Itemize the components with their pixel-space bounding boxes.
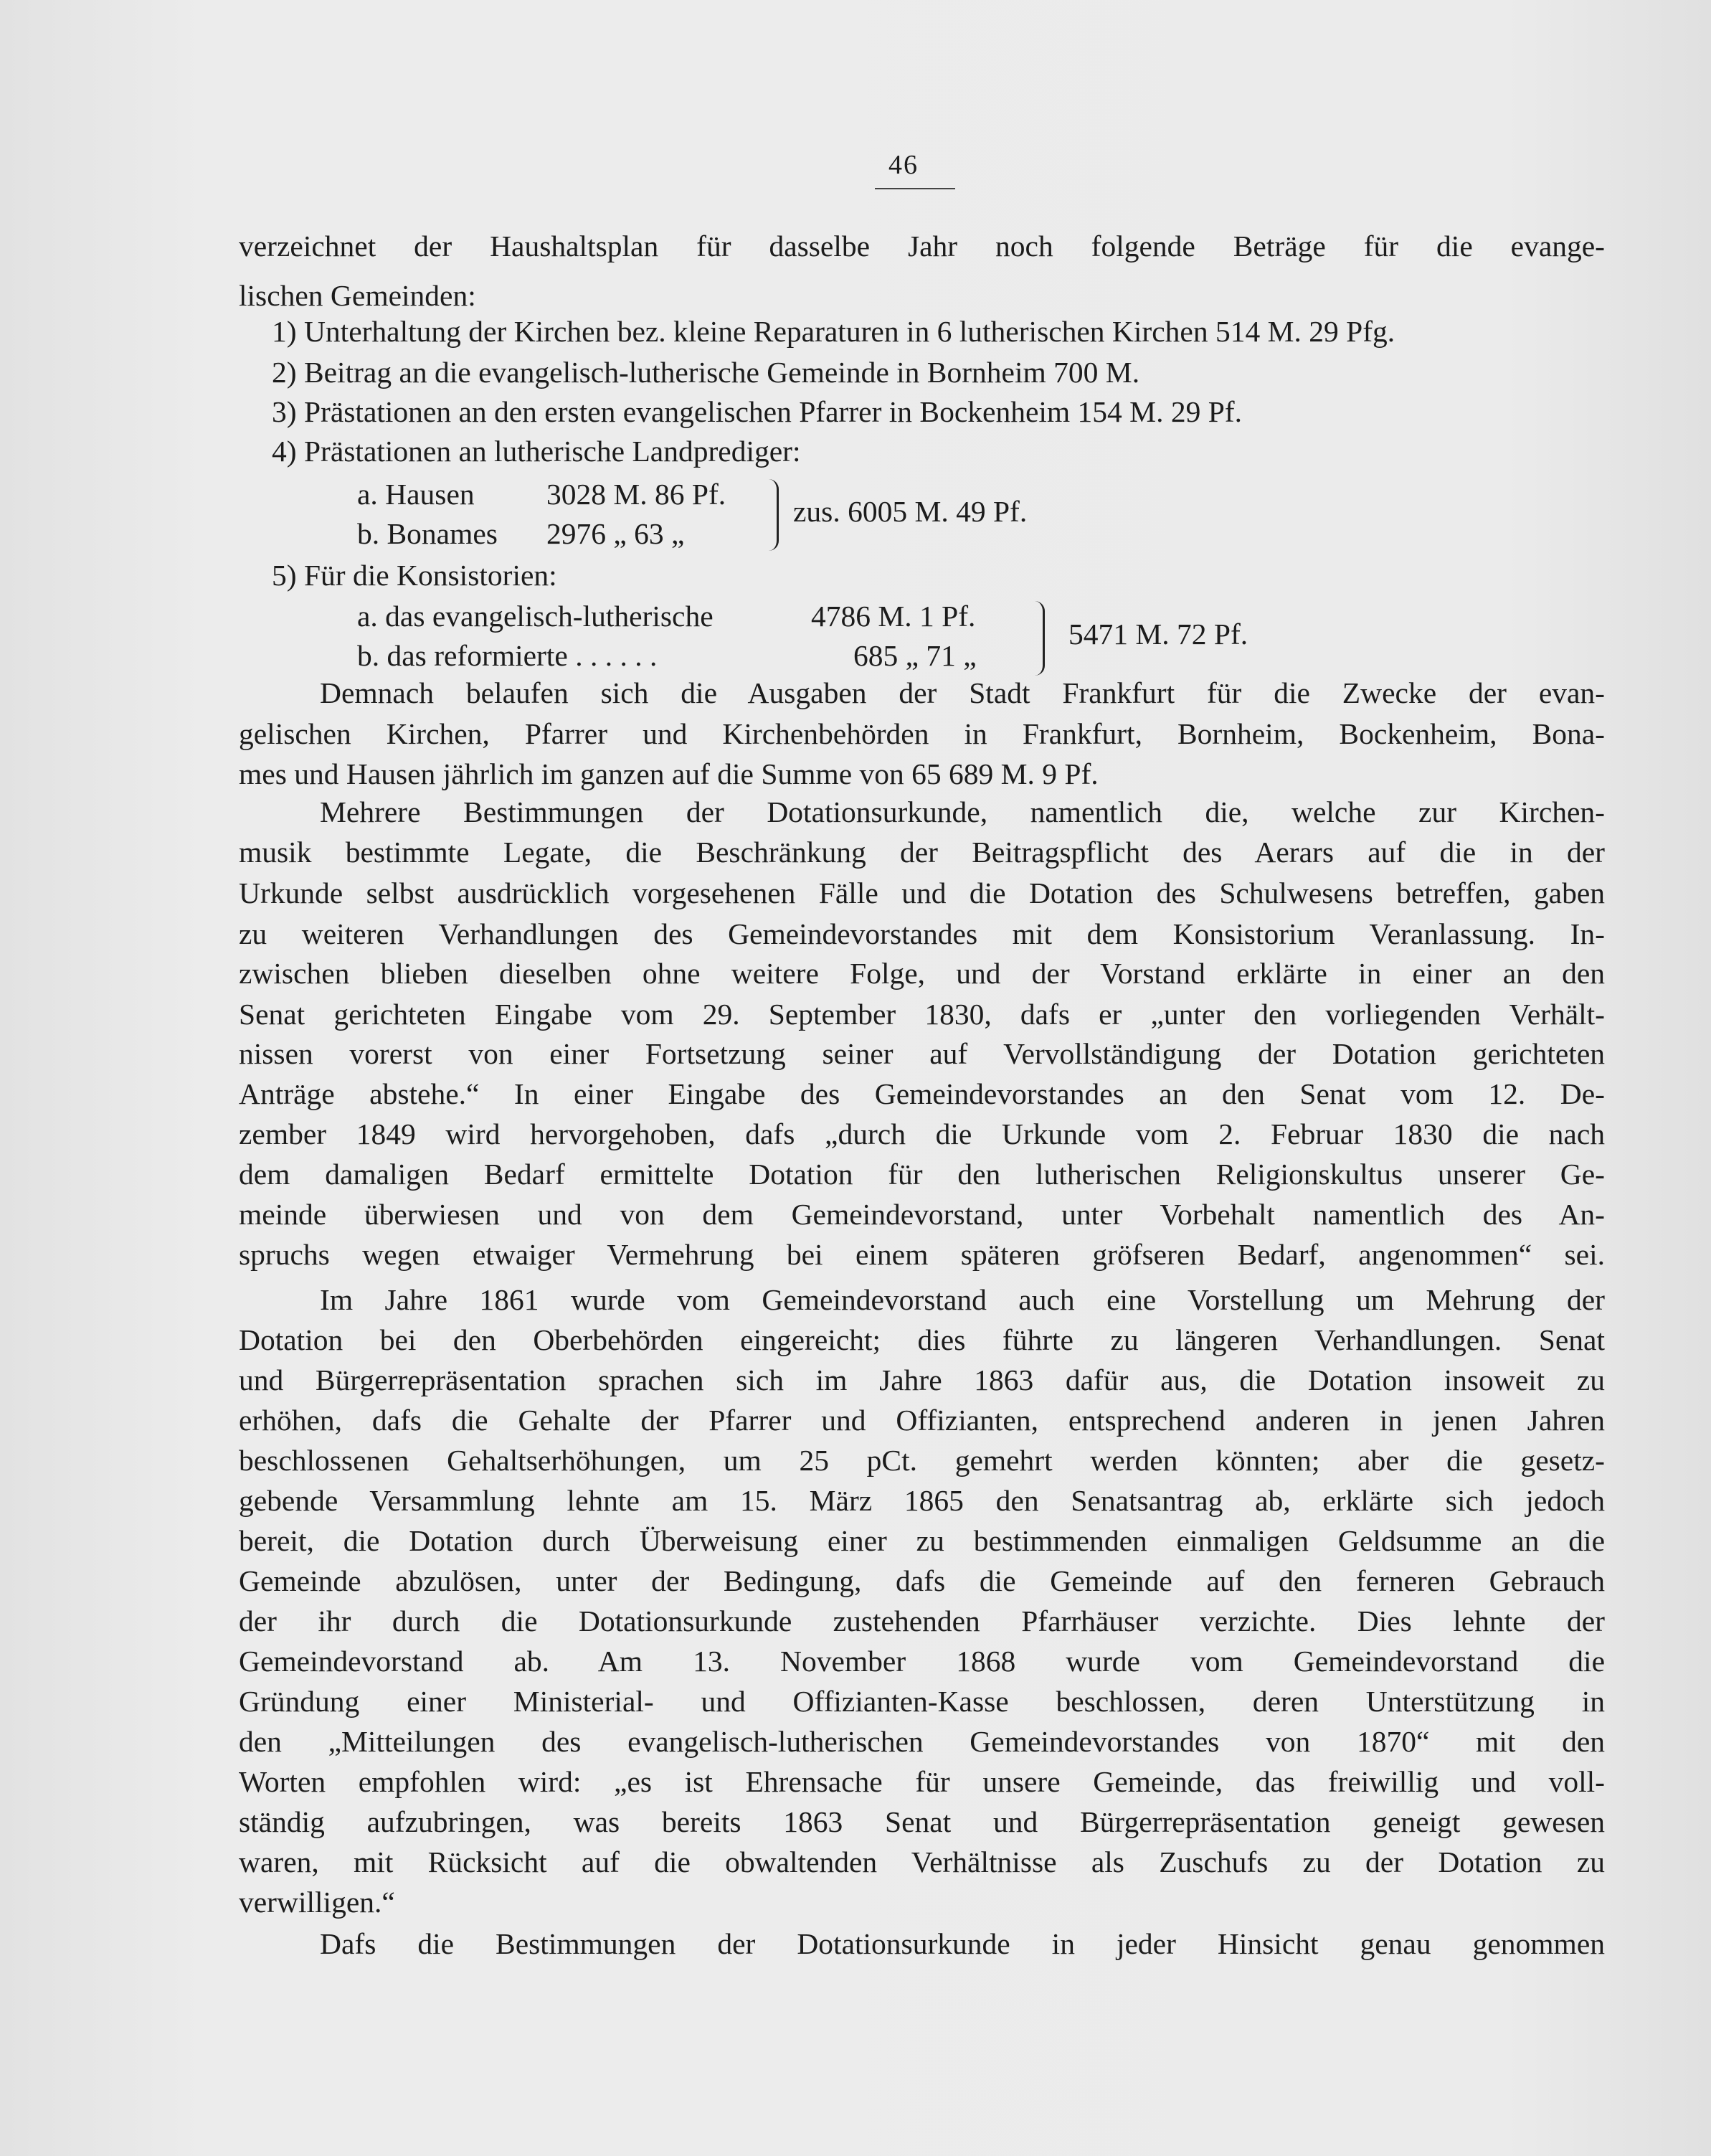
text-line: waren, mit Rücksicht auf die obwaltenden Verhältnisse als Zuschufs zu der Dotation zu — [239, 1845, 1605, 1878]
text-line: Gründung einer Ministerial- und Offizianten-Kasse beschlossen, deren Unterstützung in — [239, 1685, 1605, 1718]
sub-item-4b-amount: 2976 „ 63 „ — [546, 517, 685, 550]
text-line: spruchs wegen etwaiger Vermehrung bei einem späteren gröfseren Bedarf, angenommen“ sei. — [239, 1238, 1605, 1271]
sub-total-4: zus. 6005 M. 49 Pf. — [793, 495, 1028, 528]
text-line: Im Jahre 1861 wurde vom Gemeindevorstand auch eine Vorstellung um Mehrung der — [320, 1283, 1605, 1316]
list-item-3: 3) Prästationen an den ersten evangelischen Pfarrer in Bockenheim 154 M. 29 Pf. — [272, 395, 1242, 428]
text-line: gelischen Kirchen, Pfarrer und Kirchenbehörden in Frankfurt, Bornheim, Bockenheim, Bona- — [239, 717, 1605, 750]
text-line: zu weiteren Verhandlungen des Gemeindevorstandes mit dem Konsistorium Veranlassung. In- — [239, 917, 1605, 950]
sub-item-4a-label: a. Hausen — [357, 478, 475, 511]
text-line: Urkunde selbst ausdrücklich vorgesehenen Fälle und die Dotation des Schulwesens betreffen, gaben — [239, 876, 1605, 909]
text-line: Gemeindevorstand ab. Am 13. November 1868 wurde vom Gemeindevorstand die — [239, 1645, 1605, 1678]
sub-item-5a-amount: 4786 M. 1 Pf. — [811, 600, 976, 633]
text-line: ständig aufzubringen, was bereits 1863 Senat und Bürgerrepräsentation geneigt gewesen — [239, 1805, 1605, 1838]
list-item-5: 5) Für die Konsistorien: — [272, 559, 557, 592]
text-line: meinde überwiesen und von dem Gemeindevorstand, unter Vorbehalt namentlich des An- — [239, 1198, 1605, 1231]
list-item-2: 2) Beitrag an die evangelisch-lutherische Gemeinde in Bornheim 700 M. — [272, 356, 1140, 389]
text-line: beschlossenen Gehaltserhöhungen, um 25 pCt. gemehrt werden könnten; aber die gesetz- — [239, 1444, 1605, 1477]
sub-total-5: 5471 M. 72 Pf. — [1068, 618, 1248, 651]
text-line: lischen Gemeinden: — [239, 279, 476, 312]
text-line: bereit, die Dotation durch Überweisung einer zu bestimmenden einmaligen Geldsumme an die — [239, 1524, 1605, 1557]
text-line: der ihr durch die Dotationsurkunde zustehenden Pfarrhäuser verzichte. Dies lehnte der — [239, 1604, 1605, 1637]
text-line: dem damaligen Bedarf ermittelte Dotation für den lutherischen Religionskultus unserer Ge- — [239, 1158, 1605, 1191]
text-line: Demnach belaufen sich die Ausgaben der Stadt Frankfurt für die Zwecke der evan- — [320, 676, 1605, 709]
sub-item-4b-label: b. Bonames — [357, 517, 498, 550]
text-line: zember 1849 wird hervorgehoben, dafs „durch die Urkunde vom 2. Februar 1830 die nach — [239, 1117, 1605, 1150]
sub-item-4a-amount: 3028 M. 86 Pf. — [546, 478, 726, 511]
text-line: Worten empfohlen wird: „es ist Ehrensache für unsere Gemeinde, das freiwillig und voll- — [239, 1765, 1605, 1798]
page-number-rule — [875, 188, 955, 189]
text-line: Senat gerichteten Eingabe vom 29. September 1830, dafs er „unter den vorliegenden Verhält- — [239, 998, 1605, 1031]
text-line: mes und Hausen jährlich im ganzen auf die Summe von 65 689 M. 9 Pf. — [239, 757, 1099, 790]
text-line: zwischen blieben dieselben ohne weitere Folge, und der Vorstand erklärte in einer an den — [239, 957, 1605, 990]
text-line: den „Mitteilungen des evangelisch-lutherischen Gemeindevorstandes von 1870“ mit den — [239, 1725, 1605, 1758]
page-number: 46 — [888, 150, 919, 180]
text-line: Gemeinde abzulösen, unter der Bedingung, dafs die Gemeinde auf den ferneren Gebrauch — [239, 1564, 1605, 1597]
list-item-4: 4) Prästationen an lutherische Landprediger: — [272, 435, 801, 468]
text-line: verwilligen.“ — [239, 1886, 395, 1919]
text-line: erhöhen, dafs die Gehalte der Pfarrer und Offizianten, entsprechend anderen in jenen Jahren — [239, 1404, 1605, 1437]
text-line: Dafs die Bestimmungen der Dotationsurkunde in jeder Hinsicht genau genommen — [320, 1927, 1605, 1960]
brace — [768, 479, 779, 551]
text-line: gebende Versammlung lehnte am 15. März 1865 den Senatsantrag ab, erklärte sich jedoch — [239, 1484, 1605, 1517]
sub-item-5b-amount: 685 „ 71 „ — [853, 639, 977, 672]
text-line: und Bürgerrepräsentation sprachen sich im Jahre 1863 dafür aus, die Dotation insoweit zu — [239, 1363, 1605, 1396]
brace — [1034, 601, 1045, 676]
text-line: nissen vorerst von einer Fortsetzung seiner auf Vervollständigung der Dotation gerichteten — [239, 1037, 1605, 1070]
sub-item-5b-label: b. das reformierte . . . . . . — [357, 639, 658, 672]
sub-item-5a-label: a. das evangelisch-lutherische — [357, 600, 714, 633]
list-item-1: 1) Unterhaltung der Kirchen bez. kleine Reparaturen in 6 lutherischen Kirchen 514 M. 29 Pfg. — [272, 315, 1395, 348]
text-line: Dotation bei den Oberbehörden eingereicht; dies führte zu längeren Verhandlungen. Senat — [239, 1323, 1605, 1356]
text-line: Mehrere Bestimmungen der Dotationsurkunde, namentlich die, welche zur Kirchen- — [320, 795, 1605, 828]
text-line: Anträge abstehe.“ In einer Eingabe des Gemeindevorstandes an den Senat vom 12. De- — [239, 1077, 1605, 1110]
text-line: musik bestimmte Legate, die Beschränkung der Beitragspflicht des Aerars auf die in der — [239, 836, 1605, 869]
text-line: verzeichnet der Haushaltsplan für dasselbe Jahr noch folgende Beträge für die evange- — [239, 230, 1605, 263]
